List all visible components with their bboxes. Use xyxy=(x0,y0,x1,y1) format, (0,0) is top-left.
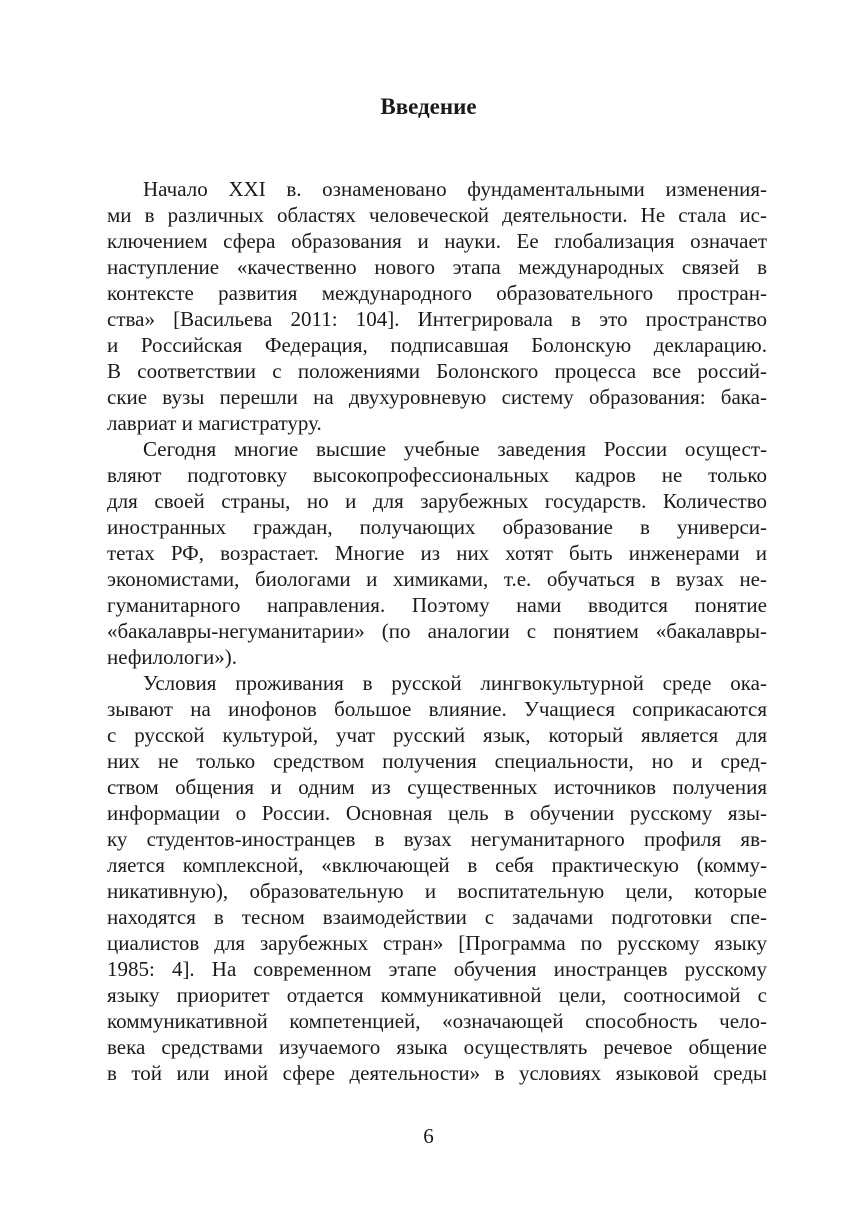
text-line: ства» [Васильева 2011: 104]. Интегрировала в это пространство xyxy=(107,307,767,331)
text-line: ские вузы перешли на двухуровневую систему образования: бака- xyxy=(107,385,767,409)
text-line: вляют подготовку высокопрофессиональных кадров не только xyxy=(107,463,767,487)
text-line: тетах РФ, возрастает. Многие из них хотят быть инженерами и xyxy=(107,541,767,565)
text-line: Сегодня многие высшие учебные заведения России осущест- xyxy=(143,437,767,461)
text-line: экономистами, биологами и химиками, т.е. обучаться в вузах не- xyxy=(107,567,767,591)
text-line: находятся в тесном взаимодействии с задачами подготовки спе- xyxy=(107,905,767,929)
text-line: ством общения и одним из существенных источников получения xyxy=(107,775,767,799)
text-line: и Российская Федерация, подписавшая Болонскую декларацию. xyxy=(107,333,767,357)
text-line: контексте развития международного образовательного простран- xyxy=(107,281,767,305)
paragraph xyxy=(107,176,767,436)
text-line: ку студентов-иностранцев в вузах негуманитарного профиля яв- xyxy=(107,827,767,851)
text-line: циалистов для зарубежных стран» [Программа по русскому языку xyxy=(107,931,767,955)
text-line: ляется комплексной, «включающей в себя практическую (комму- xyxy=(107,853,767,877)
text-line: зывают на инофонов большое влияние. Учащиеся соприкасаются xyxy=(107,697,767,721)
text-line: лавриат и магистратуру. xyxy=(107,411,322,435)
text-line: информации о России. Основная цель в обучении русскому язы- xyxy=(107,801,767,825)
text-line: Условия проживания в русской лингвокультурной среде ока- xyxy=(143,671,767,695)
text-line: иностранных граждан, получающих образование в универси- xyxy=(107,515,767,539)
text-line: 1985: 4]. На современном этапе обучения иностранцев русскому xyxy=(107,957,767,981)
text-line: с русской культурой, учат русский язык, который является для xyxy=(107,723,767,747)
text-line: коммуникативной компетенцией, «означающей способность чело- xyxy=(107,1009,767,1033)
text-line: «бакалавры-негуманитарии» (по аналогии с понятием «бакалавры- xyxy=(107,619,767,643)
body-text xyxy=(107,176,767,1086)
text-line: нефилологи»). xyxy=(107,645,237,669)
text-line: для своей страны, но и для зарубежных государств. Количество xyxy=(107,489,767,513)
text-line: Начало XXI в. ознаменовано фундаментальными изменения- xyxy=(143,177,767,201)
text-line: наступление «качественно нового этапа международных связей в xyxy=(107,255,767,279)
text-line: В соответствии с положениями Болонского процесса все россий- xyxy=(107,359,767,383)
text-line: никативную), образовательную и воспитательную цели, которые xyxy=(107,879,767,903)
page-title: Введение xyxy=(380,94,477,119)
text-line: гуманитарного направления. Поэтому нами вводится понятие xyxy=(107,593,767,617)
paragraph xyxy=(107,670,767,1086)
text-line: них не только средством получения специальности, но и сред- xyxy=(107,749,767,773)
text-line: языку приоритет отдается коммуникативной цели, соотносимой с xyxy=(107,983,767,1007)
text-line: века средствами изучаемого языка осуществлять речевое общение xyxy=(107,1035,767,1059)
text-line: ми в различных областях человеческой деятельности. Не стала ис- xyxy=(107,203,767,227)
paragraph xyxy=(107,436,767,670)
text-line: ключением сфера образования и науки. Ее глобализация означает xyxy=(107,229,767,253)
page-number: 6 xyxy=(423,1124,434,1148)
text-line: в той или иной сфере деятельности» в условиях языковой среды xyxy=(107,1061,767,1085)
